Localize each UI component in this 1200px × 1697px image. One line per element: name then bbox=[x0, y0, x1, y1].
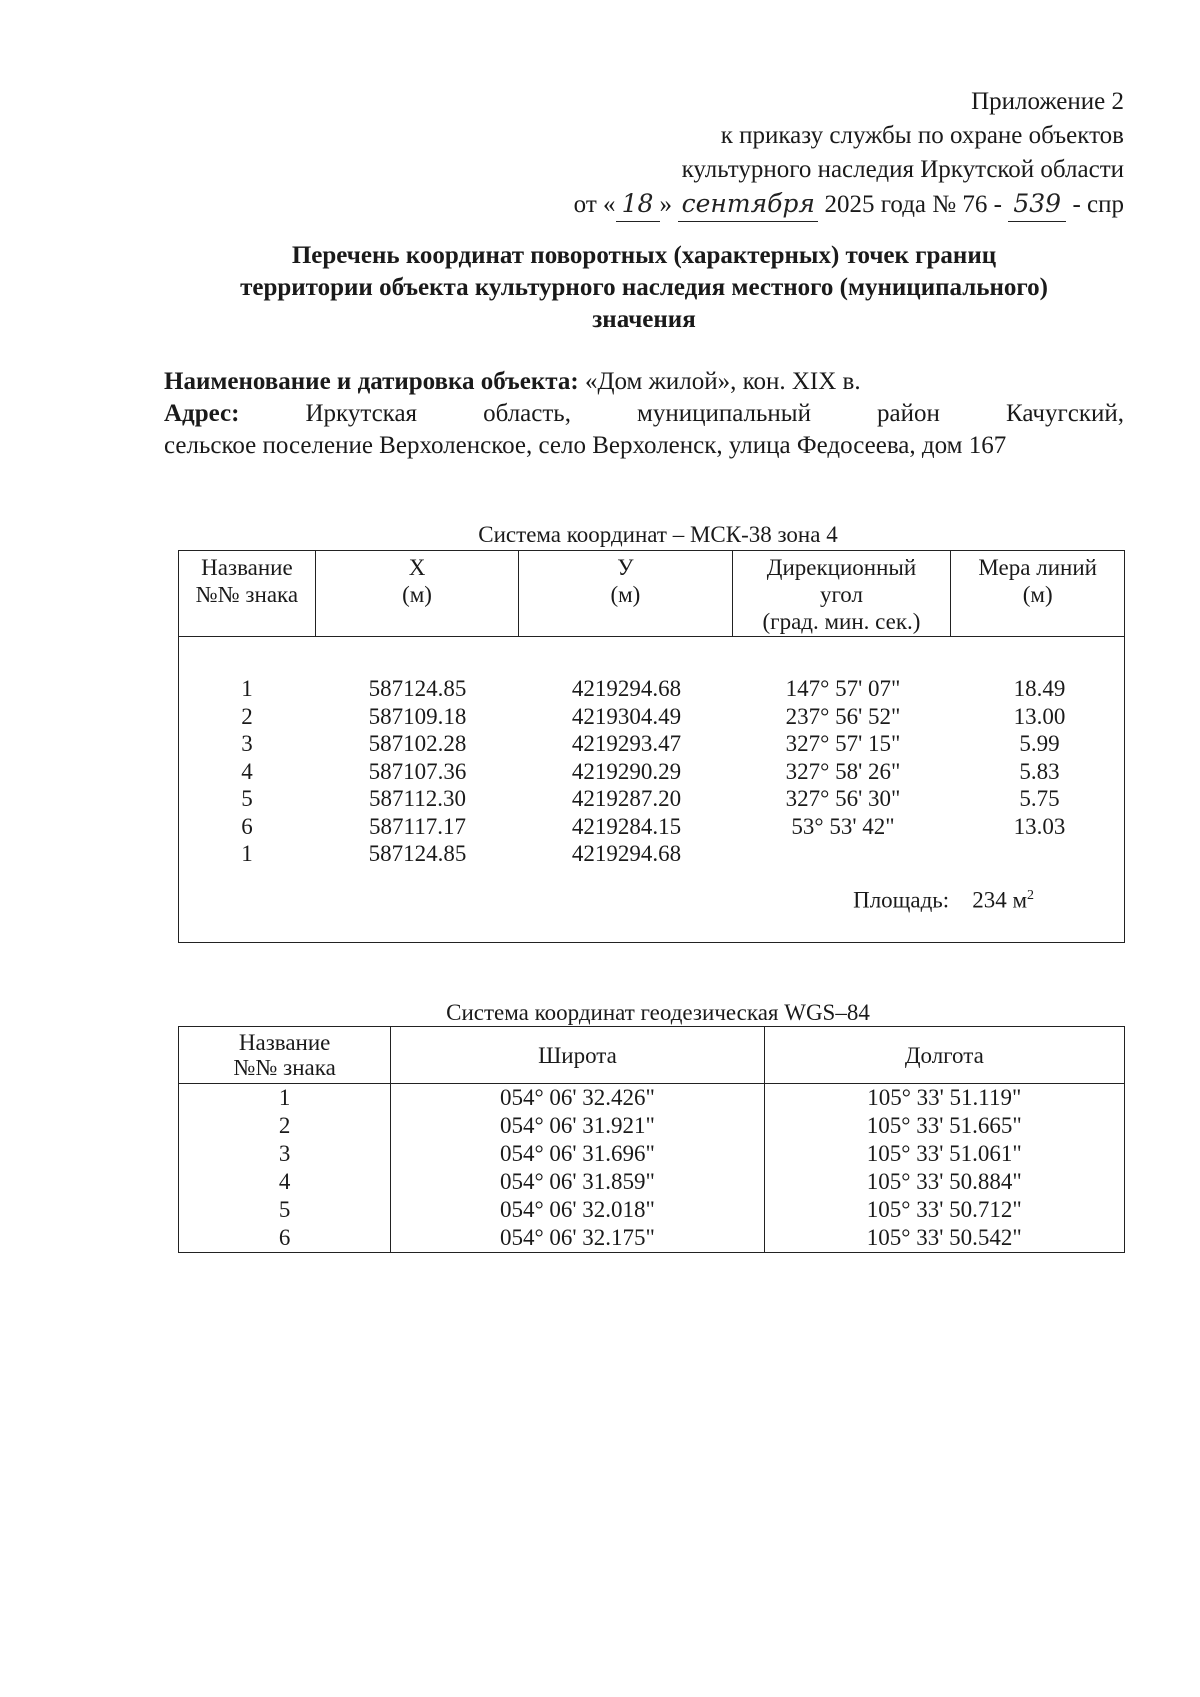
title-line-1: Перечень координат поворотных (характерных) точек границ bbox=[291, 242, 997, 269]
object-name-label: Наименование и датировка объекта: bbox=[164, 368, 579, 395]
handwritten-day: 18 bbox=[616, 187, 660, 222]
x-value: 587109.18 bbox=[368, 703, 467, 729]
address-word: муниципальный bbox=[637, 400, 811, 427]
latitude-value: 054° 06' 31.921" bbox=[391, 1112, 764, 1140]
point-number: 6 bbox=[179, 1224, 391, 1253]
approval-block bbox=[574, 85, 1124, 222]
object-name-value: «Дом жилой», кон. XIX в. bbox=[584, 368, 861, 395]
longitude-value: 105° 33' 51.061" bbox=[764, 1140, 1124, 1168]
area-line bbox=[853, 882, 1034, 914]
approval-date-line bbox=[574, 187, 1124, 222]
angle-value: 147° 57' 07" bbox=[785, 676, 901, 701]
table-row bbox=[179, 1168, 1125, 1196]
point-number: 5 bbox=[179, 1196, 391, 1224]
wgs-table-caption: Система координат геодезическая WGS–84 bbox=[446, 1000, 870, 1025]
point-numbers-column bbox=[179, 675, 315, 868]
title-line-2: территории объекта культурного наследия местного (муниципального) bbox=[240, 274, 1048, 301]
point-number: 2 bbox=[241, 703, 253, 729]
table-row bbox=[179, 1112, 1125, 1140]
point-number: 1 bbox=[241, 841, 253, 866]
msk-table-caption: Система координат – МСК-38 зона 4 bbox=[478, 522, 838, 547]
msk-points-block bbox=[179, 637, 1124, 942]
header-longitude: Долгота bbox=[764, 1027, 1124, 1084]
table-row bbox=[179, 1084, 1125, 1113]
length-value: 5.83 bbox=[1019, 758, 1060, 784]
header-x: X (м) bbox=[315, 551, 518, 637]
angle-column bbox=[734, 675, 952, 840]
table-row bbox=[179, 1140, 1125, 1168]
x-value: 587117.17 bbox=[369, 813, 466, 839]
longitude-value: 105° 33' 51.665" bbox=[764, 1112, 1124, 1140]
wgs-header-row bbox=[179, 1027, 1125, 1084]
x-value: 587124.85 bbox=[368, 676, 467, 701]
length-value: 13.00 bbox=[1013, 703, 1066, 729]
msk-header-row bbox=[179, 551, 1125, 637]
object-name-line bbox=[164, 366, 1124, 398]
angle-value: 237° 56' 52" bbox=[785, 703, 901, 729]
point-number: 1 bbox=[179, 1084, 391, 1113]
length-value: 5.75 bbox=[1019, 786, 1060, 811]
point-number: 5 bbox=[241, 786, 253, 811]
y-value: 4219287.20 bbox=[571, 786, 682, 811]
y-value: 4219293.47 bbox=[571, 731, 682, 756]
title-line-3: значения bbox=[592, 306, 696, 333]
header-point-name: Название №№ знака bbox=[179, 1027, 391, 1084]
point-number: 3 bbox=[241, 731, 253, 756]
table-row bbox=[179, 1224, 1125, 1253]
area-label: Площадь: bbox=[853, 887, 950, 913]
x-value: 587107.36 bbox=[368, 758, 467, 784]
address-word: область, bbox=[483, 400, 571, 427]
address-line-1 bbox=[164, 398, 1124, 430]
point-number: 3 bbox=[179, 1140, 391, 1168]
point-number: 4 bbox=[179, 1168, 391, 1196]
msk-coordinates-table bbox=[178, 550, 1125, 943]
approval-line-1: Приложение 2 bbox=[971, 88, 1124, 115]
address-word: район bbox=[877, 400, 940, 427]
handwritten-month: сентября bbox=[678, 187, 818, 222]
longitude-value: 105° 33' 50.542" bbox=[764, 1224, 1124, 1253]
angle-value: 327° 57' 15" bbox=[785, 731, 901, 756]
y-value: 4219294.68 bbox=[571, 841, 682, 866]
point-number: 4 bbox=[241, 758, 253, 784]
order-suffix: - спр bbox=[1072, 191, 1124, 218]
x-value: 587112.30 bbox=[369, 786, 466, 811]
table-row bbox=[179, 1196, 1125, 1224]
handwritten-order-number: 539 bbox=[1008, 187, 1066, 222]
msk-points-cell bbox=[179, 637, 1125, 943]
y-value: 4219284.15 bbox=[571, 813, 682, 839]
wgs-coordinates-table bbox=[178, 1026, 1125, 1253]
header-latitude: Широта bbox=[391, 1027, 764, 1084]
angle-value: 327° 58' 26" bbox=[785, 758, 901, 784]
address-line-2: сельское поселение Верхоленское, село Верхоленск, улица Федосеева, дом 167 bbox=[164, 432, 1007, 459]
x-column bbox=[316, 675, 519, 868]
address-word: Качугский, bbox=[1005, 400, 1124, 427]
y-value: 4219294.68 bbox=[571, 676, 682, 701]
longitude-value: 105° 33' 50.884" bbox=[764, 1168, 1124, 1196]
length-value: 13.03 bbox=[1013, 813, 1066, 839]
longitude-value: 105° 33' 51.119" bbox=[764, 1084, 1124, 1113]
document-title bbox=[164, 240, 1124, 336]
object-info bbox=[164, 366, 1124, 462]
point-number: 6 bbox=[241, 813, 253, 839]
area-value: 234 м bbox=[972, 887, 1027, 913]
quote-close: » bbox=[659, 191, 673, 218]
x-value: 587124.85 bbox=[368, 841, 467, 866]
point-number: 2 bbox=[179, 1112, 391, 1140]
header-direction-angle: Дирекционный угол (град. мин. сек.) bbox=[732, 551, 951, 637]
date-prefix: от « bbox=[573, 191, 616, 218]
header-y: У (м) bbox=[519, 551, 732, 637]
header-point-name: Название №№ знака bbox=[179, 551, 316, 637]
latitude-value: 054° 06' 31.696" bbox=[391, 1140, 764, 1168]
y-value: 4219290.29 bbox=[571, 758, 682, 784]
area-power: 2 bbox=[1027, 887, 1034, 903]
length-column bbox=[953, 675, 1126, 840]
longitude-value: 105° 33' 50.712" bbox=[764, 1196, 1124, 1224]
latitude-value: 054° 06' 31.859" bbox=[391, 1168, 764, 1196]
angle-value: 327° 56' 30" bbox=[785, 786, 901, 811]
y-column bbox=[520, 675, 733, 868]
approval-line-2: к приказу службы по охране объектов bbox=[720, 122, 1124, 149]
x-value: 587102.28 bbox=[368, 731, 467, 756]
header-line-length: Мера линий (м) bbox=[951, 551, 1125, 637]
length-value: 18.49 bbox=[1013, 676, 1066, 701]
address-word: Иркутская bbox=[305, 400, 418, 427]
angle-value: 53° 53' 42" bbox=[791, 813, 895, 839]
y-value: 4219304.49 bbox=[571, 703, 682, 729]
latitude-value: 054° 06' 32.175" bbox=[391, 1224, 764, 1253]
address-label: Адрес: bbox=[164, 400, 240, 427]
year-text: 2025 года № 76 - bbox=[824, 191, 1002, 218]
approval-line-3: культурного наследия Иркутской области bbox=[681, 156, 1124, 183]
latitude-value: 054° 06' 32.426" bbox=[391, 1084, 764, 1113]
length-value: 5.99 bbox=[1019, 731, 1060, 756]
point-number: 1 bbox=[241, 676, 253, 701]
latitude-value: 054° 06' 32.018" bbox=[391, 1196, 764, 1224]
